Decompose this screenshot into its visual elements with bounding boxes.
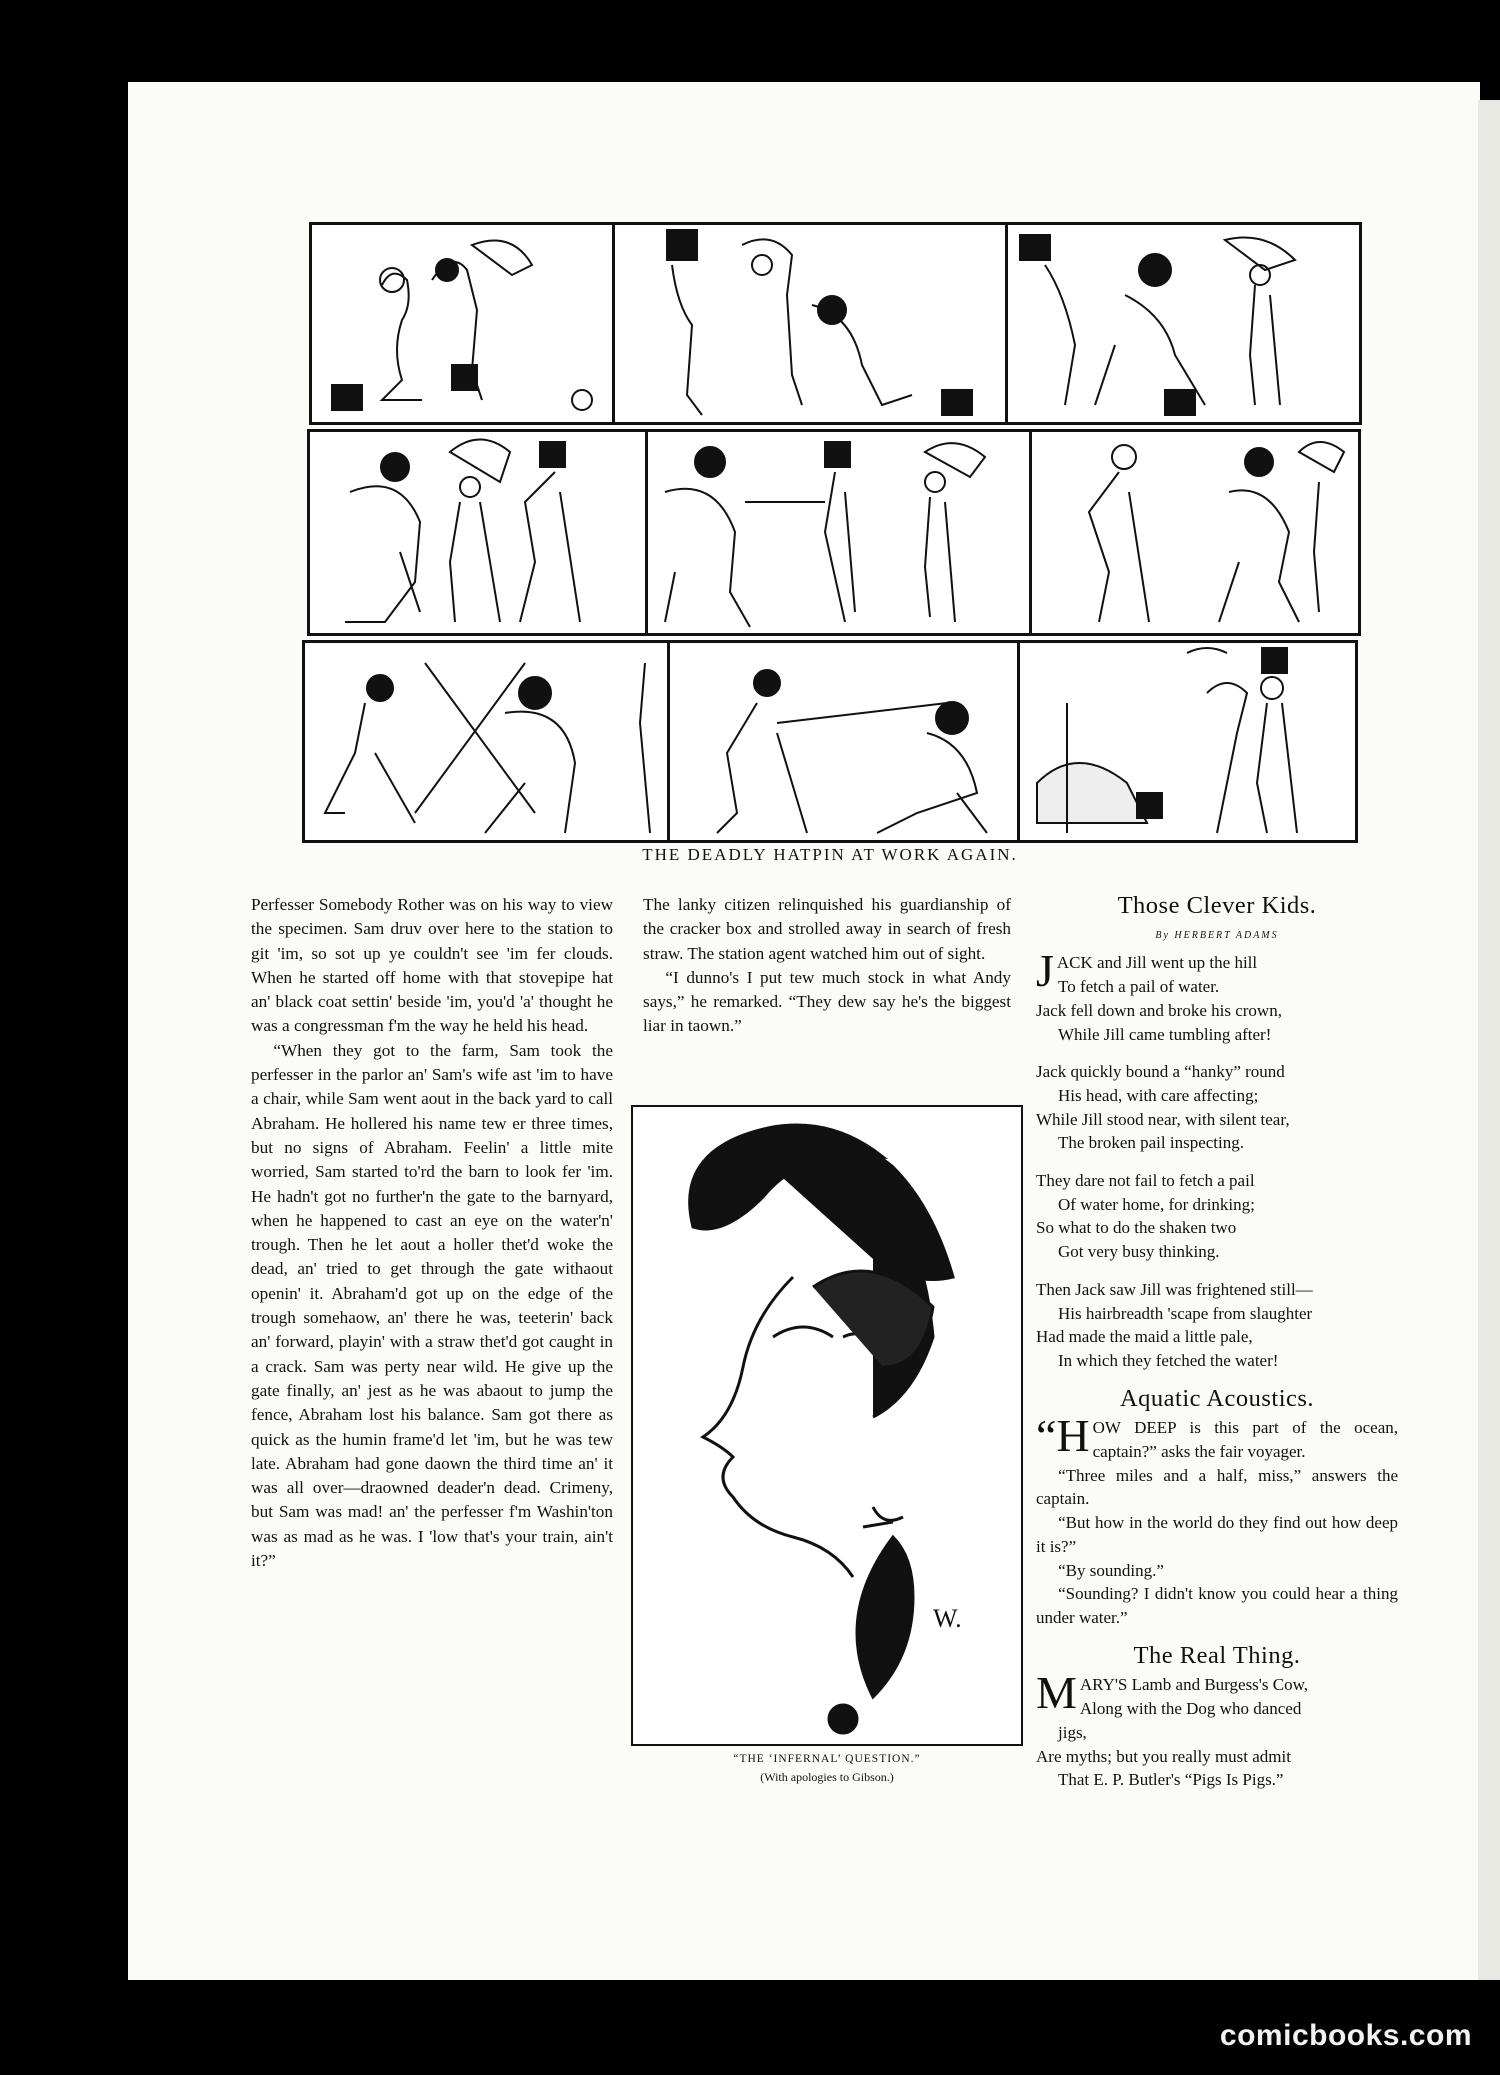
poem-line: While Jill came tumbling after! [1058,1024,1272,1044]
poem-stanza [1036,1060,1398,1155]
comic-panel [310,432,648,633]
comic-panel [1029,432,1358,633]
comic-panel [312,225,615,422]
comic-panel [667,643,1020,840]
acoustics-paragraph: “By sounding.” [1058,1560,1164,1580]
artist-signature: W. [933,1604,962,1633]
acoustics-paragraph [1036,1410,1398,1463]
story-column-left [251,893,613,1573]
verse-line: Along with the Dog who danced [1079,1699,1302,1719]
comic-panel [305,643,670,840]
poem-line: Then Jack saw Jill was frightened still— [1036,1279,1313,1299]
real-thing-title: The Real Thing. [1133,1641,1301,1669]
real-thing-dropcap: M [1036,1667,1077,1719]
verse-line: ARY'S Lamb and Burgess's Cow, [1079,1675,1308,1695]
poem-byline: By HERBERT ADAMS [1155,929,1279,941]
poem-line: His hairbreadth 'scape from slaughter [1058,1303,1313,1323]
acoustics-text [1036,1410,1398,1629]
poem-title: Those Clever Kids. [1117,892,1317,919]
comic-strip-row-2 [307,429,1361,636]
comic-caption: THE DEADLY HATPIN AT WORK AGAIN. [642,845,1018,864]
acoustics-paragraph: “Sounding? I didn't know you could hear a thing under water.” [1036,1584,1398,1627]
comic-panel [1017,643,1355,840]
poem-stanza [1036,945,1398,1046]
real-thing-verse [1036,1667,1398,1792]
poem-line: Jack quickly bound a “hanky” round [1036,1062,1285,1082]
comic-panel [645,432,1032,633]
acoustics-dropcap: “H [1036,1410,1090,1462]
poem-line: In which they fetched the water! [1058,1350,1279,1370]
poem-line: The broken pail inspecting. [1058,1133,1245,1153]
poem-line: Jack fell down and broke his crown, [1036,1000,1282,1020]
story-paragraph: “When they got to the farm, Sam took the perfesser in the parlor an' Sam's wife ast 'im to have a chair, while Sam went aout in the back yard to call Abraham. He hollered his name tew er three times, but no signs of Abraham. Feelin' a little mite worried, Sam started to'rd the barn to look fer 'im. He hadn't got no further'n the gate to the barnyard, when he happened to cast an eye on the water'n' trough. Then he let aout a holler thet'd woke the dead, an' tried to get through the gate withaout openin' it. Abraham'd got up on the edge of the trough somehaow, an' there he was, teeterin' back an' forward, playin' with a straw thet'd got caught in a crack. Sam was perty near wild. He give up the gate finally, an' jest as he was abaout to jump the fence, Abraham lost his balance. Sam got there as quick as the humin frame'd let 'im, but he was tew late. Abraham had gone daown the third time an' it was all over—draowned deader'n dead. Crimeny, but Sam was mad! an' the perfesser f'm Washin'ton was as mad as he was. I 'low that's your train, ain't it?” [251,1040,613,1571]
poem-line: So what to do the shaken two [1036,1218,1237,1238]
portrait-illustration [631,1105,1023,1746]
story-paragraph: The lanky citizen relinquished his guardianship of the cracker box and strolled away in search of fresh straw. The station agent watched him out of sight. [643,895,1011,963]
story-paragraph: “I dunno's I put tew much stock in what Andy says,” he remarked. “They dew say he's the biggest liar in taown.” [643,967,1011,1036]
portrait-caption-title: “THE ‘INFERNAL’ QUESTION.” [733,1753,921,1765]
comic-panel [1005,225,1359,422]
poem-line: Of water home, for drinking; [1058,1194,1255,1214]
facing-page-edge [1478,100,1500,1980]
acoustics-paragraph: “But how in the world do they find out how deep it is?” [1036,1513,1398,1556]
poem-line: Had made the maid a little pale, [1036,1327,1253,1347]
poem-stanza [1036,1278,1398,1373]
poem-line: His head, with care affecting; [1058,1085,1259,1105]
poem-line: To fetch a pail of water. [1058,977,1220,997]
verse-line: That E. P. Butler's “Pigs Is Pigs.” [1058,1770,1284,1790]
verse-line: jigs, [1058,1722,1087,1742]
poem-dropcap: J [1036,945,1054,997]
portrait-caption [631,1750,1023,1786]
poem-line: ACK and Jill went up the hill [1056,953,1258,973]
acoustics-paragraph: “Three miles and a half, miss,” answers the captain. [1036,1465,1398,1509]
acoustics-first-line: OW DEEP is this part of the ocean, captain?” asks the fair voyager. [1092,1418,1398,1462]
site-watermark: comicbooks.com [1219,2019,1472,2052]
poem-stanza [1036,1169,1398,1264]
poem-line: They dare not fail to fetch a pail [1036,1171,1255,1191]
poem-line: While Jill stood near, with silent tear, [1036,1109,1290,1129]
comic-strip-row-3 [302,640,1358,843]
comic-strip-row-1 [309,222,1362,425]
poem-line: Got very busy thinking. [1058,1242,1220,1262]
acoustics-title: Aquatic Acoustics. [1119,1384,1315,1412]
story-paragraph: Perfesser Somebody Rother was on his way to view the specimen. Sam druv over here to the station to git 'im, so sot up ye couldn't see 'im fer clouds. When he started off home with that stovepipe hat an' black coat settin' beside 'im, you'd 'a' thought he was a congressman f'm the way he held his head. [251,895,613,1036]
sidebar-column [1036,890,1398,1806]
verse-line: Are myths; but you really must admit [1036,1746,1291,1766]
comic-panel [612,225,1008,422]
portrait-caption-note: (With apologies to Gibson.) [760,1770,894,1784]
story-column-middle [643,893,1011,1039]
